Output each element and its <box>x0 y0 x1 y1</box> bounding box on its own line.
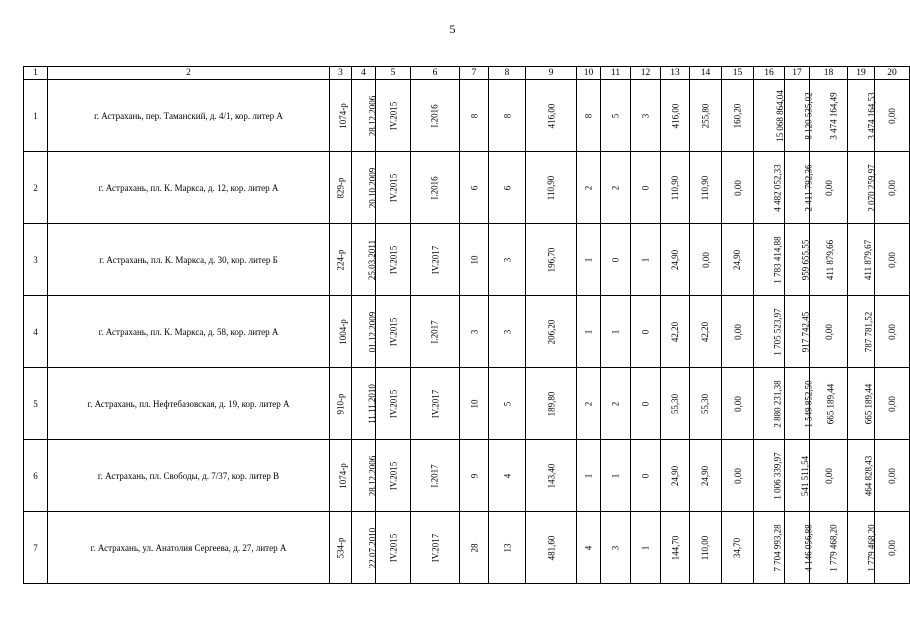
cell-text: 0,00 <box>823 179 834 196</box>
row-number: 6 <box>24 440 48 512</box>
value-cell-col-12 <box>631 296 661 368</box>
value-cell-col-14 <box>690 512 722 584</box>
cell-text: 110,00 <box>700 535 711 560</box>
address-cell: г. Астрахань, пл. К. Маркса, д. 12, кор. литер А <box>48 152 330 224</box>
value-cell-col-13 <box>661 224 690 296</box>
cell-text: 8 <box>502 113 512 118</box>
header-cell: 1 <box>24 67 48 80</box>
decree-number-cell <box>330 512 352 584</box>
value-cell-col-13 <box>661 440 690 512</box>
cell-text: 22.07.2010 <box>367 527 378 568</box>
cell-text: 1 <box>610 473 621 478</box>
header-cell: 12 <box>631 67 661 80</box>
cell-text: 42,20 <box>670 321 680 342</box>
decree-number-cell <box>330 224 352 296</box>
value-cell-col-8 <box>489 152 526 224</box>
cell-text: 4 482 052,33 <box>772 163 783 212</box>
housing-table <box>23 66 910 584</box>
row-number: 3 <box>24 224 48 296</box>
value-cell-col-9 <box>526 152 577 224</box>
address-cell: г. Астрахань, ул. Анатолия Сергеева, д. 27, литер А <box>48 512 330 584</box>
value-cell-col-9 <box>526 296 577 368</box>
start-period-cell <box>376 512 411 584</box>
cell-text: 0,00 <box>732 395 743 412</box>
cell-text: 0,00 <box>887 251 897 268</box>
value-cell-col-14 <box>690 296 722 368</box>
value-cell-col-11 <box>601 512 631 584</box>
row-number: 4 <box>24 296 48 368</box>
value-cell-col-17 <box>785 152 814 224</box>
header-cell: 5 <box>376 67 411 80</box>
row-number: 7 <box>24 512 48 584</box>
cell-text: 28.12.2006 <box>367 95 378 136</box>
start-period-cell <box>376 368 411 440</box>
cell-text: 8 120 535,02 <box>803 91 814 140</box>
decree-number-cell <box>330 296 352 368</box>
value-cell-col-16 <box>754 80 785 152</box>
cell-text: 10 <box>469 255 479 264</box>
cell-text: 6 <box>469 185 479 190</box>
table-row <box>24 152 910 224</box>
header-cell: 2 <box>48 67 330 80</box>
table-row <box>24 296 910 368</box>
value-cell-col-17 <box>785 440 810 512</box>
value-cell-col-16 <box>754 296 785 368</box>
cell-text: IV.2015 <box>388 317 398 346</box>
value-cell-col-7 <box>460 152 489 224</box>
value-cell-col-8 <box>489 512 526 584</box>
end-period-cell <box>411 296 460 368</box>
start-period-cell <box>376 296 411 368</box>
cell-text: 55,30 <box>670 393 680 414</box>
cell-text: 0,00 <box>887 467 897 484</box>
cell-text: 0,00 <box>732 467 743 484</box>
cell-text: 0 <box>640 473 651 478</box>
cell-text: 11.11.2010 <box>366 383 377 424</box>
value-cell-col-18 <box>810 80 848 152</box>
end-period-cell <box>411 80 460 152</box>
value-cell-col-8 <box>489 296 526 368</box>
address-cell: г. Астрахань, пл. К. Маркса, д. 58, кор. литер А <box>48 296 330 368</box>
header-cell: 8 <box>489 67 526 80</box>
cell-text: 3 474 164,49 <box>828 91 839 140</box>
cell-text: 143,40 <box>546 463 556 488</box>
value-cell-col-14 <box>690 368 722 440</box>
cell-text: 411 879,66 <box>825 239 836 280</box>
cell-text: 0 <box>610 257 621 262</box>
cell-text: I.2016 <box>430 103 440 128</box>
cell-text: 1 <box>610 329 621 334</box>
table-row <box>24 368 910 440</box>
value-cell-col-18 <box>810 368 848 440</box>
cell-text: 2 411 792,36 <box>803 164 814 211</box>
value-cell-col-12 <box>631 152 661 224</box>
value-cell-col-18 <box>810 440 848 512</box>
end-period-cell <box>411 224 460 296</box>
table-row <box>24 440 910 512</box>
value-cell-col-18 <box>810 152 848 224</box>
cell-text: 2 <box>583 401 594 406</box>
value-cell-col-13 <box>661 80 690 152</box>
address-cell: г. Астрахань, пл. Нефтебазовская, д. 19, кор. литер А <box>48 368 330 440</box>
value-cell-col-14 <box>690 80 722 152</box>
value-cell-col-19 <box>848 80 875 152</box>
value-cell-col-15 <box>722 152 754 224</box>
header-cell: 9 <box>526 67 577 80</box>
value-cell-col-12 <box>631 512 661 584</box>
cell-text: IV.2015 <box>388 245 398 274</box>
cell-text: 3 <box>640 113 651 118</box>
value-cell-col-17 <box>785 368 814 440</box>
decree-number-cell <box>330 80 352 152</box>
decree-date-cell <box>352 80 376 152</box>
cell-text: 0,00 <box>732 179 743 196</box>
decree-number-cell <box>330 368 352 440</box>
value-cell-col-16 <box>754 368 785 440</box>
cell-text: 5 <box>502 401 512 406</box>
cell-text: 0,00 <box>887 395 897 412</box>
cell-text: 20.10.2009 <box>367 167 378 208</box>
value-cell-col-18 <box>810 296 848 368</box>
cell-text: 910-р <box>335 393 346 414</box>
value-cell-col-17 <box>785 512 814 584</box>
address-cell: г. Астрахань, пер. Таманский, д. 4/1, кор. литер А <box>48 80 330 152</box>
decree-date-cell <box>352 152 376 224</box>
value-cell-col-19 <box>848 152 875 224</box>
address-cell: г. Астрахань, пл. К. Маркса, д. 30, кор. литер Б <box>48 224 330 296</box>
cell-text: 787 781,52 <box>863 311 874 352</box>
cell-text: 541 511,54 <box>800 455 811 496</box>
header-cell: 14 <box>690 67 722 80</box>
value-cell-col-10 <box>577 296 601 368</box>
cell-text: 24,90 <box>732 249 743 270</box>
end-period-cell <box>411 440 460 512</box>
cell-text: 1 779 468,20 <box>866 523 877 572</box>
value-cell-col-7 <box>460 368 489 440</box>
cell-text: 1074-р <box>337 462 348 489</box>
cell-text: 1 006 339,97 <box>772 451 783 500</box>
cell-text: 7 704 993,28 <box>772 523 783 572</box>
cell-text: 13 <box>502 543 512 552</box>
value-cell-col-20 <box>875 152 910 224</box>
cell-text: 0,00 <box>700 251 711 268</box>
value-cell-col-7 <box>460 80 489 152</box>
value-cell-col-10 <box>577 512 601 584</box>
value-cell-col-15 <box>722 80 754 152</box>
cell-text: 6 <box>502 185 512 190</box>
cell-text: 3 <box>502 329 512 334</box>
value-cell-col-11 <box>601 368 631 440</box>
cell-text: 5 <box>610 113 621 118</box>
cell-text: 665 189,44 <box>825 383 836 424</box>
cell-text: I.2017 <box>430 463 440 488</box>
cell-text: 1004-р <box>337 318 348 345</box>
header-cell: 15 <box>722 67 754 80</box>
value-cell-col-13 <box>661 152 690 224</box>
decree-date-cell <box>352 224 376 296</box>
cell-text: 411 879,67 <box>863 239 874 280</box>
value-cell-col-9 <box>526 440 577 512</box>
value-cell-col-7 <box>460 296 489 368</box>
cell-text: 2 <box>610 401 621 406</box>
cell-text: 0,00 <box>732 323 743 340</box>
value-cell-col-13 <box>661 296 690 368</box>
cell-text: IV.2015 <box>388 461 398 490</box>
cell-text: 665 189,44 <box>863 383 874 424</box>
cell-text: 829-р <box>335 177 346 198</box>
value-cell-col-8 <box>489 224 526 296</box>
cell-text: 0,00 <box>887 107 897 124</box>
value-cell-col-10 <box>577 152 601 224</box>
cell-text: 1 779 468,20 <box>828 523 839 572</box>
cell-text: 0 <box>640 329 651 334</box>
cell-text: 1074-р <box>337 102 348 129</box>
value-cell-col-20 <box>875 80 910 152</box>
value-cell-col-12 <box>631 80 661 152</box>
value-cell-col-11 <box>601 152 631 224</box>
value-cell-col-7 <box>460 440 489 512</box>
cell-text: 4 146 056,88 <box>803 523 814 572</box>
value-cell-col-16 <box>754 152 785 224</box>
cell-text: 110,90 <box>545 175 556 200</box>
cell-text: 959 655,55 <box>800 239 811 280</box>
cell-text: 1 <box>640 545 651 550</box>
cell-text: 0,00 <box>887 539 897 556</box>
value-cell-col-19 <box>848 512 875 584</box>
value-cell-col-11 <box>601 80 631 152</box>
value-cell-col-19 <box>848 368 875 440</box>
cell-text: 1 <box>583 257 594 262</box>
value-cell-col-18 <box>810 512 848 584</box>
value-cell-col-14 <box>690 152 722 224</box>
decree-number-cell <box>330 152 352 224</box>
value-cell-col-20 <box>875 224 910 296</box>
value-cell-col-11 <box>601 296 631 368</box>
value-cell-col-16 <box>754 224 785 296</box>
value-cell-col-20 <box>875 440 910 512</box>
cell-text: 0 <box>640 401 651 406</box>
value-cell-col-11 <box>601 224 631 296</box>
cell-text: 110,90 <box>669 175 680 200</box>
value-cell-col-14 <box>690 224 722 296</box>
table-row <box>24 512 910 584</box>
header-cell: 3 <box>330 67 352 80</box>
value-cell-col-10 <box>577 368 601 440</box>
value-cell-col-12 <box>631 368 661 440</box>
value-cell-col-18 <box>810 224 848 296</box>
cell-text: 206,20 <box>546 319 556 344</box>
start-period-cell <box>376 224 411 296</box>
header-cell: 11 <box>601 67 631 80</box>
value-cell-col-13 <box>661 368 690 440</box>
cell-text: 2 880 231,38 <box>772 379 783 428</box>
value-cell-col-15 <box>722 440 754 512</box>
header-cell: 10 <box>577 67 601 80</box>
cell-text: IV.2017 <box>430 245 440 274</box>
cell-text: 1 783 414,88 <box>772 235 783 284</box>
cell-text: 34,70 <box>732 537 743 558</box>
header-cell: 17 <box>785 67 810 80</box>
cell-text: 189,80 <box>546 391 556 416</box>
cell-text: IV.2017 <box>430 533 440 562</box>
cell-text: 224-р <box>335 249 346 270</box>
decree-date-cell <box>352 440 376 512</box>
cell-text: 464 828,43 <box>863 455 874 496</box>
cell-text: 534-р <box>335 537 346 558</box>
decree-date-cell <box>352 368 376 440</box>
cell-text: 416,00 <box>546 103 556 128</box>
cell-text: 28.12.2006 <box>367 455 378 496</box>
cell-text: 55,30 <box>700 393 711 414</box>
cell-text: 8 <box>583 113 594 118</box>
value-cell-col-17 <box>785 224 810 296</box>
cell-text: 255,80 <box>700 103 711 128</box>
cell-text: IV.2015 <box>388 101 398 130</box>
cell-text: 2 070 259,97 <box>866 163 877 212</box>
cell-text: 3 <box>610 545 621 550</box>
cell-text: 3 <box>469 329 479 334</box>
cell-text: 28 <box>469 543 479 552</box>
end-period-cell <box>411 512 460 584</box>
row-number: 2 <box>24 152 48 224</box>
value-cell-col-10 <box>577 440 601 512</box>
value-cell-col-8 <box>489 368 526 440</box>
value-cell-col-19 <box>848 224 875 296</box>
cell-text: IV.2017 <box>430 389 440 418</box>
cell-text: 0,00 <box>887 179 897 196</box>
cell-text: IV.2015 <box>388 389 398 418</box>
start-period-cell <box>376 80 411 152</box>
value-cell-col-7 <box>460 224 489 296</box>
header-cell: 4 <box>352 67 376 80</box>
cell-text: 1 <box>583 329 594 334</box>
value-cell-col-15 <box>722 512 754 584</box>
cell-text: 2 <box>583 185 594 190</box>
cell-text: 0,00 <box>823 467 834 484</box>
row-number: 5 <box>24 368 48 440</box>
cell-text: 3 <box>502 257 512 262</box>
header-cell: 6 <box>411 67 460 80</box>
value-cell-col-8 <box>489 440 526 512</box>
value-cell-col-16 <box>754 512 785 584</box>
cell-text: 1 549 852,50 <box>803 379 814 428</box>
cell-text: 8 <box>469 113 479 118</box>
value-cell-col-20 <box>875 296 910 368</box>
header-cell: 7 <box>460 67 489 80</box>
cell-text: 144,70 <box>670 535 680 560</box>
cell-text: 160,20 <box>732 103 743 128</box>
cell-text: 9 <box>469 473 479 478</box>
cell-text: 917 742,45 <box>800 311 811 352</box>
page-number: 5 <box>449 22 456 36</box>
value-cell-col-20 <box>875 368 910 440</box>
cell-text: 2 <box>610 185 621 190</box>
value-cell-col-7 <box>460 512 489 584</box>
value-cell-col-19 <box>848 440 875 512</box>
row-number: 1 <box>24 80 48 152</box>
table-row <box>24 80 910 152</box>
cell-text: 01.12.2009 <box>367 311 378 352</box>
cell-text: 416,00 <box>670 103 680 128</box>
cell-text: 481,60 <box>546 535 556 560</box>
cell-text: 24,90 <box>670 465 680 486</box>
value-cell-col-10 <box>577 224 601 296</box>
cell-text: 0,00 <box>823 323 834 340</box>
cell-text: IV.2015 <box>388 173 398 202</box>
value-cell-col-15 <box>722 296 754 368</box>
start-period-cell <box>376 440 411 512</box>
value-cell-col-9 <box>526 368 577 440</box>
value-cell-col-11 <box>601 440 631 512</box>
value-cell-col-9 <box>526 224 577 296</box>
address-cell: г. Астрахань, пл. Свободы, д. 7/37, кор. литер В <box>48 440 330 512</box>
value-cell-col-17 <box>785 80 814 152</box>
cell-text: 24,90 <box>670 249 680 270</box>
cell-text: I.2017 <box>430 319 440 344</box>
cell-text: 4 <box>502 473 512 478</box>
cell-text: 0,00 <box>887 323 897 340</box>
cell-text: 1 <box>640 257 651 262</box>
value-cell-col-17 <box>785 296 810 368</box>
header-row <box>24 67 910 80</box>
cell-text: 1 705 523,97 <box>772 307 783 356</box>
value-cell-col-12 <box>631 440 661 512</box>
end-period-cell <box>411 152 460 224</box>
value-cell-col-15 <box>722 224 754 296</box>
header-cell: 19 <box>848 67 875 80</box>
table-row <box>24 224 910 296</box>
value-cell-col-12 <box>631 224 661 296</box>
value-cell-col-13 <box>661 512 690 584</box>
cell-text: 0 <box>640 185 651 190</box>
cell-text: 3 474 164,53 <box>866 91 877 140</box>
cell-text: 196,70 <box>546 247 556 272</box>
value-cell-col-14 <box>690 440 722 512</box>
value-cell-col-15 <box>722 368 754 440</box>
value-cell-col-20 <box>875 512 910 584</box>
cell-text: 1 <box>583 473 594 478</box>
header-cell: 20 <box>875 67 910 80</box>
decree-number-cell <box>330 440 352 512</box>
cell-text: 10 <box>469 399 479 408</box>
decree-date-cell <box>352 296 376 368</box>
start-period-cell <box>376 152 411 224</box>
cell-text: I.2016 <box>430 175 440 200</box>
cell-text: 42,20 <box>700 321 711 342</box>
value-cell-col-10 <box>577 80 601 152</box>
cell-text: 24,90 <box>700 465 711 486</box>
value-cell-col-9 <box>526 80 577 152</box>
value-cell-col-19 <box>848 296 875 368</box>
cell-text: 4 <box>583 545 594 550</box>
header-cell: 18 <box>810 67 848 80</box>
header-cell: 16 <box>754 67 785 80</box>
value-cell-col-16 <box>754 440 785 512</box>
cell-text: 110,90 <box>700 175 711 200</box>
cell-text: IV.2015 <box>388 533 398 562</box>
cell-text: 25.03.2011 <box>367 239 378 280</box>
value-cell-col-8 <box>489 80 526 152</box>
end-period-cell <box>411 368 460 440</box>
value-cell-col-9 <box>526 512 577 584</box>
decree-date-cell <box>352 512 376 584</box>
cell-text: 15 068 864,04 <box>774 89 785 142</box>
header-cell: 13 <box>661 67 690 80</box>
